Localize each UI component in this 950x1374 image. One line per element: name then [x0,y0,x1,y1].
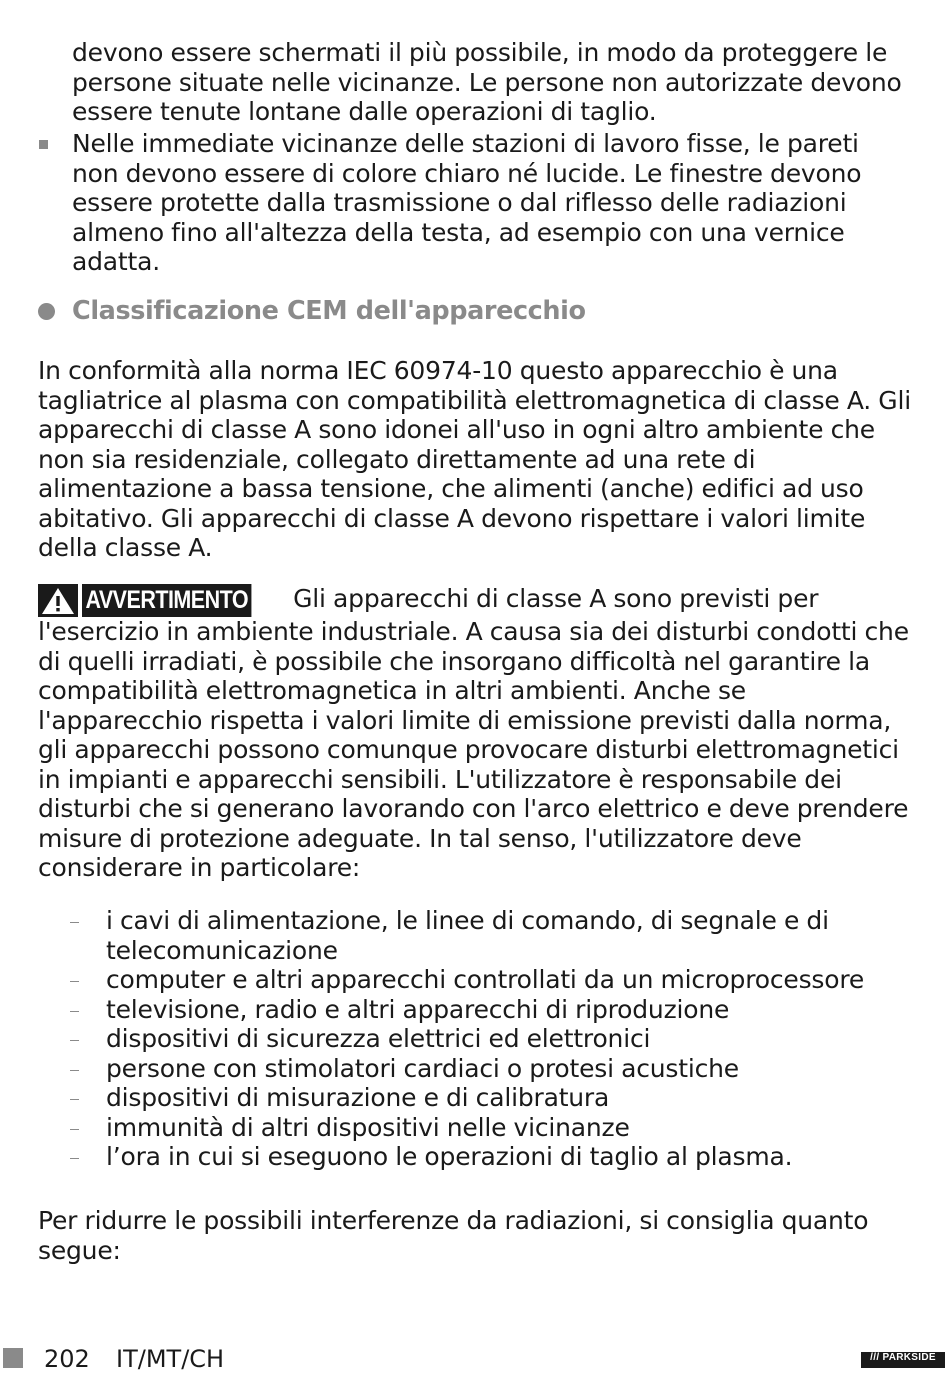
square-bullet-icon [39,140,48,149]
warning-label: AVVERTIMENTO [82,584,252,617]
warning-paragraph [38,584,912,883]
dash-bullet-icon [70,1070,79,1071]
warning-badge [38,584,279,617]
emc-classification-paragraph: In conformità alla norma IEC 60974-10 questo apparecchio è una tagliatrice al plasma con compatibilità elettromagnetica di classe A. Gli apparecchi di classe A sono idonei all'uso in ogni altro ambiente che non sia residenziale, collegato direttamente ad una rete di alimentazione a bassa tensione, che alimenti (anche) edifici ad uso abitativo. Gli apparecchi di classe A devono rispettare i valori limite della classe A. [38,356,911,562]
section-heading-text: Classificazione CEM dell'apparecchio [72,296,586,326]
page-footer [0,1344,950,1374]
brand-logo: /// PARKSIDE [861,1352,945,1368]
dash-bullet-icon [70,1129,79,1130]
section-heading [38,296,898,326]
warning-triangle-icon [38,584,78,617]
continuation-text: devono essere schermati il più possibile, in modo da proteggere le persone situate nelle vicinanze. Le persone non autorizzate devono essere tenute lontane dalle operazioni di taglio. [72,38,902,126]
list-item: persone con stimolatori cardiaci o protesi acustiche [70,1054,912,1084]
dash-bullet-icon [70,1099,79,1100]
round-bullet-icon [38,303,55,320]
footer-square-icon [3,1348,23,1368]
dash-bullet-icon [70,922,79,923]
bullet-item [37,129,912,277]
list-item: televisione, radio e altri apparecchi di riproduzione [70,995,912,1025]
list-item: dispositivi di sicurezza elettrici ed elettronici [70,1024,912,1054]
language-codes: IT/MT/CH [116,1345,225,1373]
sensitive-items-list [70,906,912,1172]
dash-bullet-icon [70,1158,79,1159]
list-item: i cavi di alimentazione, le linee di comando, di segnale e di telecomunicazione [70,906,912,965]
list-item: immunità di altri dispositivi nelle vicinanze [70,1113,912,1143]
radiation-advice-paragraph: Per ridurre le possibili interferenze da radiazioni, si consiglia quanto segue: [38,1206,869,1265]
warning-text: Gli apparecchi di classe A sono previsti per l'esercizio in ambiente industriale. A causa sia dei disturbi condotti che di quelli irradiati, è possibile che insorgano difficoltà nel garantire la compatibilità elettromagnetica in altri ambienti. Anche se l'apparecchio rispetta i valori limite di emissione previsti dalla norma, gli apparecchi possono comunque provocare disturbi elettromagnetici in impianti e apparecchi sensibili. L'utilizzatore è responsabile dei disturbi che si generano lavorando con l'arco elettrico e deve prendere misure di protezione adeguate. In tal senso, l'utilizzatore deve considerare in particolare: [38,584,909,882]
page-number: 202 [44,1345,90,1373]
list-item: computer e altri apparecchi controllati da un microprocessore [70,965,912,995]
list-item: dispositivi di misurazione e di calibratura [70,1083,912,1113]
list-item: l’ora in cui si eseguono le operazioni di taglio al plasma. [70,1142,912,1172]
dash-bullet-icon [70,981,79,982]
dash-bullet-icon [70,1040,79,1041]
dash-bullet-icon [70,1011,79,1012]
bullet-item-text: Nelle immediate vicinanze delle stazioni di lavoro fisse, le pareti non devono essere di colore chiaro né lucide. Le finestre devono essere protette dalla trasmissione o dal riflesso delle radiazioni almeno fino all'altezza della testa, ad esempio con una vernice adatta. [72,129,862,276]
